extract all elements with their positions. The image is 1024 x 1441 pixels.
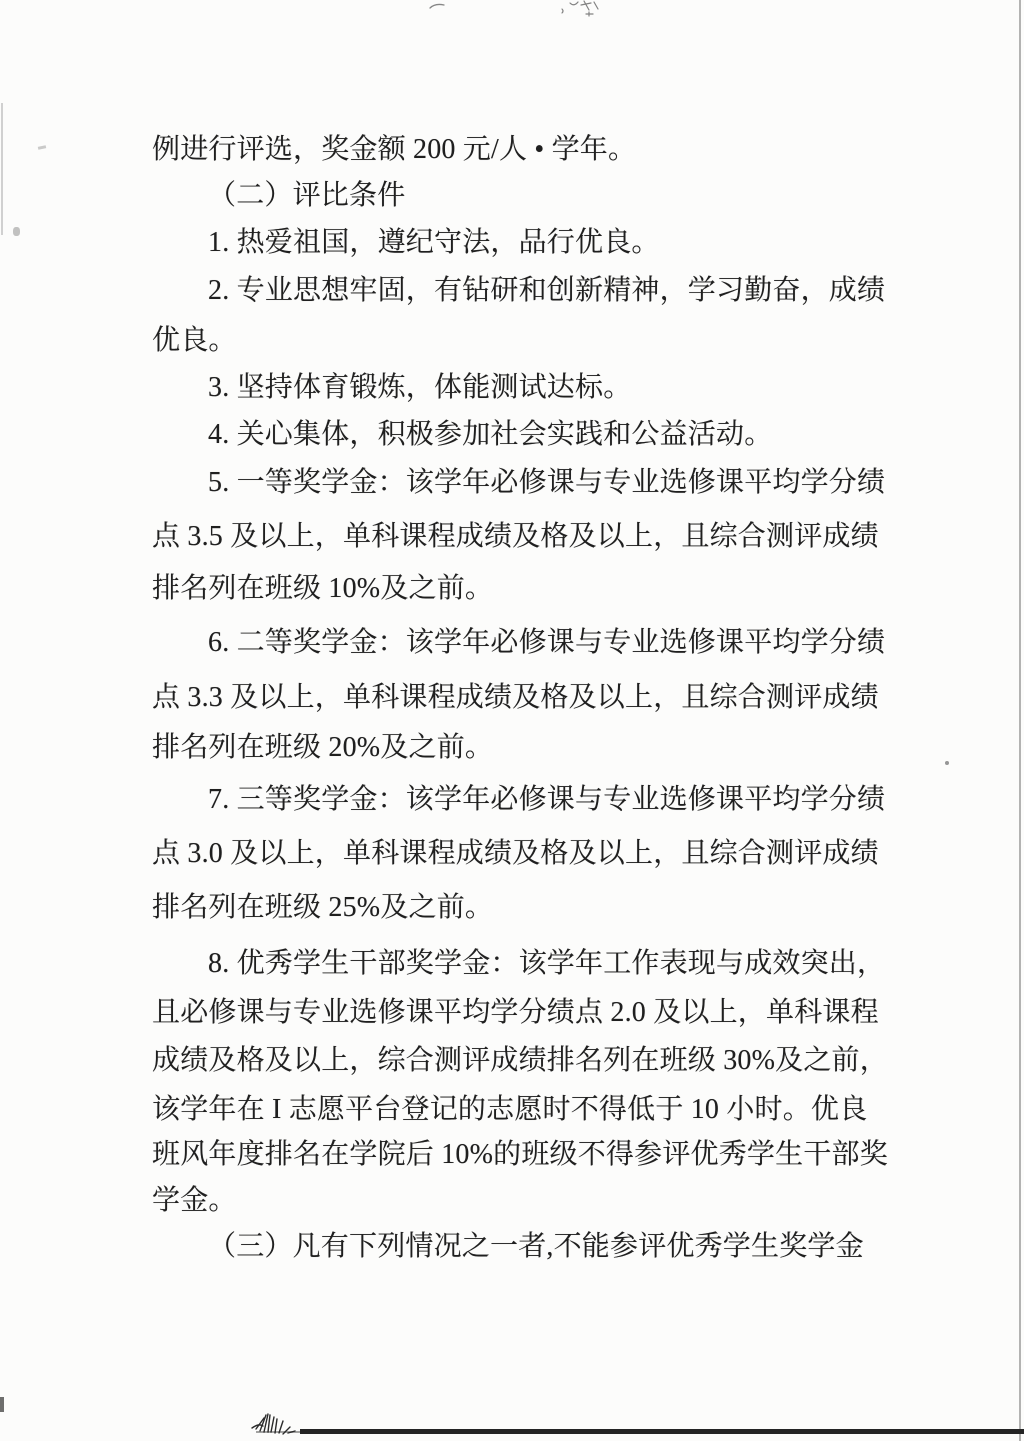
text-line: 4. 关心集体，积极参加社会实践和公益活动。 [208,419,773,450]
scan-line-bottom [300,1429,1024,1434]
scan-smudge-bottom [250,1409,300,1437]
text-line: 例进行评选，奖金额 200 元/人 • 学年。 [152,134,637,165]
scan-mark-bottom-left [0,1397,4,1412]
scan-smudge-top-right [558,0,602,18]
text-line: 点 3.0 及以上，单科课程成绩及格及以上，且综合测评成绩 [152,838,879,869]
text-line: 2. 专业思想牢固，有钻研和创新精神，学习勤奋，成绩 [208,275,886,306]
text-line: 8. 优秀学生干部奖学金：该学年工作表现与成效突出， [208,948,886,979]
page-edge-shadow-left [1,103,3,235]
section-heading: （二）评比条件 [208,180,406,211]
text-line: 点 3.3 及以上，单科课程成绩及格及以上，且综合测评成绩 [152,682,879,713]
text-line: 排名列在班级 20%及之前。 [152,732,494,763]
section-heading: （三）凡有下列情况之一者,不能参评优秀学生奖学金 [208,1231,864,1262]
text-line: 5. 一等奖学金：该学年必修课与专业选修课平均学分绩 [208,467,886,498]
text-line: 该学年在 I 志愿平台登记的志愿时不得低于 10 小时。优良 [152,1094,868,1125]
text-line: 7. 三等奖学金：该学年必修课与专业选修课平均学分绩 [208,784,886,815]
scan-speck-left-small [38,145,46,150]
scan-speck-right [945,761,949,765]
text-line: 优良。 [152,325,237,356]
text-line: 学金。 [152,1185,237,1216]
text-line: 点 3.5 及以上，单科课程成绩及格及以上，且综合测评成绩 [152,521,879,552]
scan-smudge-top-left [428,1,448,11]
text-line: 排名列在班级 10%及之前。 [152,573,494,604]
scan-speck-left [13,227,20,236]
text-line: 班风年度排名在学院后 10%的班级不得参评优秀学生干部奖 [152,1139,888,1170]
page-edge-shadow-right [1019,0,1021,1441]
text-line: 1. 热爱祖国，遵纪守法，品行优良。 [208,227,660,258]
text-line: 且必修课与专业选修课平均学分绩点 2.0 及以上，单科课程 [152,997,879,1028]
text-line: 排名列在班级 25%及之前。 [152,892,494,923]
text-line: 6. 二等奖学金：该学年必修课与专业选修课平均学分绩 [208,627,886,658]
text-line: 3. 坚持体育锻炼，体能测试达标。 [208,372,632,403]
text-line: 成绩及格及以上，综合测评成绩排名列在班级 30%及之前， [152,1045,888,1076]
